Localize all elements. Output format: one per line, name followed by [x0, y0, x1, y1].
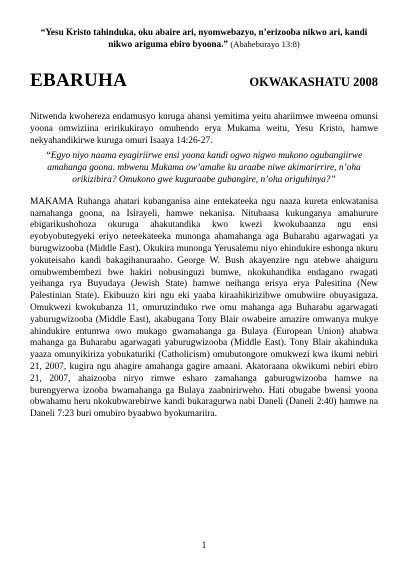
epigraph-reference: (Abaheburayo 13:8): [230, 39, 300, 49]
epigraph: [36, 26, 372, 50]
intro-paragraph: Nitwenda kwohereza endamusyo kuruga ahansi yemitima yeitu ahariimwe mweena omunsi yoona omwiziina eririkukirayo omuhendo erya Mukama weitu, Yesu Kristo, hamwe nekyahandikirwe kuruga omuri Isaaya 14:26-27.: [30, 112, 378, 146]
letter-header: [30, 70, 378, 92]
epigraph-text: “Yesu Kristo tahinduka, oku abaire ari, nyomwebazyo, n’erizooba nikwo ari, kandi nikwo ariguma ebiro byoona.”: [40, 27, 368, 49]
scripture-quote: “Egyo niyo naama eyagiriirwe ensi yoona kandi ogwo nigwo mukono ogubangiirwe amahanga goona. mbwenu Mukama ow’amahe ku araabe niwe akimarirrire, n’oha orikizibira? Omukono gwe kuguraabe gubangire, n’oha origuhinya?”: [45, 151, 363, 185]
body-paragraph: MAKAMA Ruhanga ahatari kubanganisa aine entekateeka ngu naaza kureta enkwatanisa namahanga goona, na Isirayeli, hamwe nekanisa. Nitubaasa kukunganya amahurure ebigarikushohoza okuruga ahakutandika kwo kwezi kwokubaanza ngu ensi eyobyobutegyeki eriyo neteekateeka munonga ahamahanga aga Buharabu agarwagati ya burugwizooba (Middle East). Okukira munonga Yerusalemu niyo ehindukire eshonga nkuru yokuteisaho kandi bakagihanuraaho. George W. Bush akayenzire ngu atebwe ahaiguru omubwembembezi bwe hakiri nobusinguzi bumwe, nkokuhandika endagano rwagati yeihanga rya Buyudaya (Jewish State) hamwe neihanga erisya erya Palesitina (New Palestinian State). Ekibuuzo kiri ngu eki yaaba kiraahikirizibwe omubwiire obuyasigaza. Omukwezi kwokubanza 11, omuruzinduko rwe omu mahanga aga Buharabu agarwagati yaburugwizooba (Middle East), akabugana Tony Blair owabeire amazire omwanya mukye ahindukire entumwa owo mukago gwamahanga ga Bulaya (European Union) ahabwa mahanga ga Buharabu agarwagati yaburugwizooba (Middle East). Tony Blair akahinduka yaaza omunyikiriza yobukaturiki (Catholicism) omubutongore omukwezi kwa ikumi nebiri 21, 2007, kugira ngu ahagire amahanga gagire amaani. Akatoraana okwikumi nebiri ebiro 21, 2007, ahaizooba niryo rimwe esharo zamahanga gaburugwizooba hamwe na burengyerwa izooba bwamahanga ga Bulaya zaabnirirweho. Hati obugabe bwensi yoona obwahamu heru nkokubwarebirwe kandi bukaragurwa nabi Daneli (Daneli 2:40) hamwe na Daneli 7:23 buri omubiro byaabwo byokumariira.: [30, 196, 378, 420]
document-title: EBARUHA: [30, 70, 128, 91]
page-number: 1: [201, 540, 207, 550]
document-date: OKWAKASHATU 2008: [249, 75, 378, 89]
